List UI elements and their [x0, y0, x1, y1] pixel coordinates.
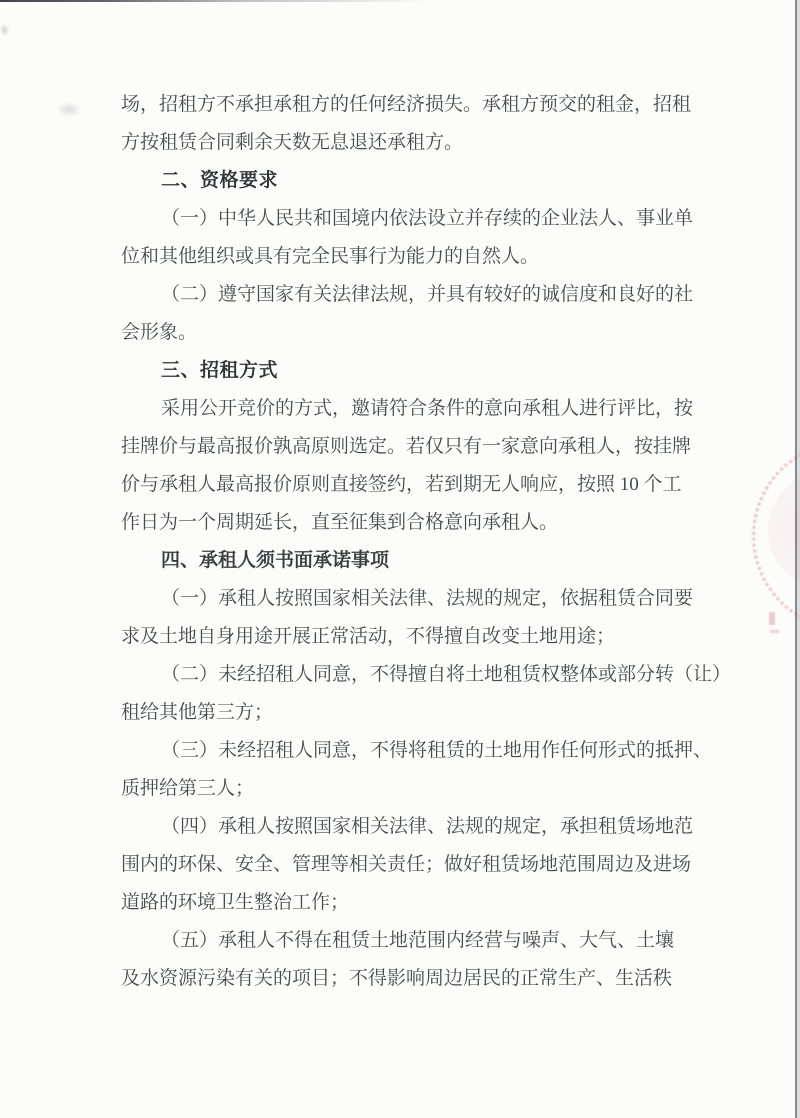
scan-edge-top [0, 0, 430, 2]
document-line: 求及土地自身用途开展正常活动，不得擅自改变土地用途； [121, 626, 616, 647]
document-line: （一）承租人按照国家相关法律、法规的规定，依据租赁合同要 [161, 588, 694, 609]
document-line: （三）未经招租人同意，不得将租赁的土地用作任何形式的抵押、 [161, 740, 713, 761]
document-line: 会形象。 [121, 322, 198, 343]
document-line: （一）中华人民共和国境内依法设立并存续的企业法人、事业单 [161, 208, 694, 229]
section-heading: 三、招租方式 [161, 360, 279, 381]
red-seal-speck [769, 612, 775, 625]
document-line: （二）未经招租人同意，不得擅自将土地租赁权整体或部分转（让） [161, 664, 732, 685]
document-line: 场，招租方不承担承租方的任何经济损失。承租方预交的租金，招租 [121, 94, 692, 115]
document-line: 租给其他第三方； [121, 702, 274, 723]
document-line: 价与承租人最高报价原则直接签约，若到期无人响应，按照 10 个工 [121, 474, 682, 495]
section-heading: 二、资格要求 [161, 170, 279, 191]
document-text-block [121, 86, 732, 998]
document-line: 作日为一个周期延长，直至征集到合格意向承租人。 [121, 512, 559, 533]
scan-smudge [0, 24, 9, 36]
document-line: （二）遵守国家有关法律法规，并具有较好的诚信度和良好的社 [161, 284, 694, 305]
document-line: 方按租赁合同剩余天数无息退还承租方。 [121, 132, 464, 153]
document-line: （五）承租人不得在租赁土地范围内经营与噪声、大气、土壤 [161, 930, 675, 951]
document-line: （四）承租人按照国家相关法律、法规的规定，承担租赁场地范 [161, 816, 694, 837]
red-seal-speck [770, 630, 779, 633]
document-line: 采用公开竞价的方式，邀请符合条件的意向承租人进行评比，按 [161, 398, 694, 419]
document-line: 及水资源污染有关的项目；不得影响周边居民的正常生产、生活秩 [121, 968, 673, 989]
document-line: 位和其他组织或具有完全民事行为能力的自然人。 [121, 246, 540, 267]
section-heading: 四、承租人须书面承诺事项 [161, 550, 390, 571]
red-seal-stamp-icon [752, 441, 800, 631]
scan-smudge [56, 102, 82, 117]
document-line: 挂牌价与最高报价孰高原则选定。若仅只有一家意向承租人，按挂牌 [121, 436, 692, 457]
document-line: 质押给第三人； [121, 778, 255, 799]
document-line: 道路的环境卫生整治工作； [121, 892, 350, 913]
document-line: 围内的环保、安全、管理等相关责任；做好租赁场地范围周边及进场 [121, 854, 692, 875]
